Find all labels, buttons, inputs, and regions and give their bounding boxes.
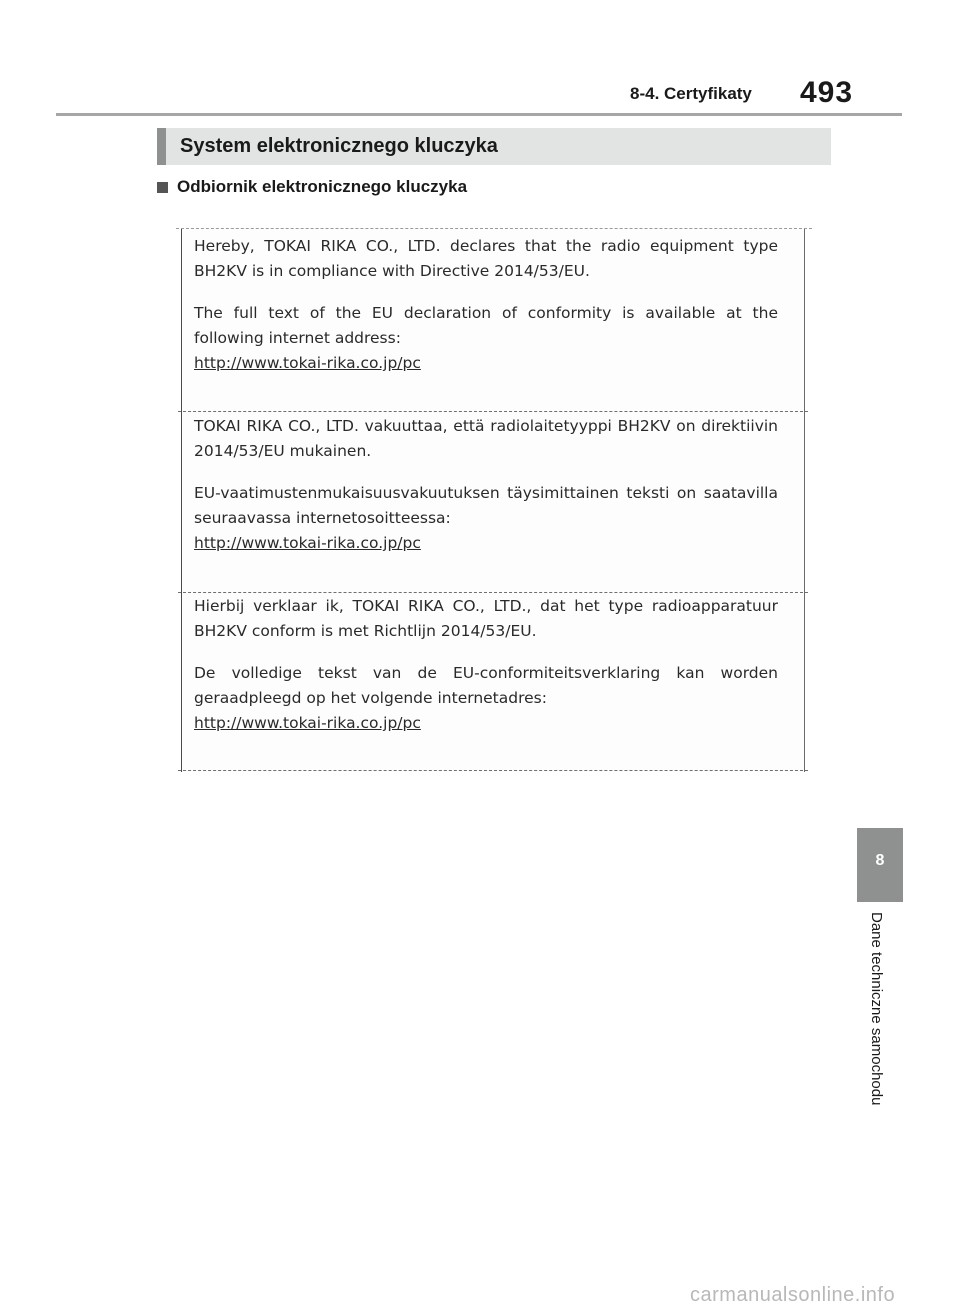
declaration-url[interactable]: http://www.tokai-rika.co.jp/pc: [194, 354, 421, 372]
subheading-text: Odbiornik elektronicznego kluczyka: [177, 177, 468, 196]
certificate-block-english: [182, 234, 804, 412]
square-bullet-icon: [157, 182, 168, 193]
declaration-text: TOKAI RIKA CO., LTD. vakuuttaa, että radiolaitetyyppi BH2KV on direktiivin 2014/53/EU mukainen.: [194, 417, 778, 460]
certificate-top-rule: [176, 228, 812, 229]
declaration-url[interactable]: http://www.tokai-rika.co.jp/pc: [194, 534, 421, 552]
certificate-block-finnish: [182, 414, 804, 590]
declaration-text: Hereby, TOKAI RIKA CO., LTD. declares that the radio equipment type BH2KV is in compliance with Directive 2014/53/EU.: [194, 237, 778, 280]
availability-text: EU-vaatimustenmukaisuusvakuutuksen täysimittainen teksti on saatavilla seuraavassa internetosoitteessa:: [194, 484, 778, 527]
declaration-url[interactable]: http://www.tokai-rika.co.jp/pc: [194, 714, 421, 732]
declaration-text: Hierbij verklaar ik, TOKAI RIKA CO., LTD., dat het type radioapparatuur BH2KV conform is met Richtlijn 2014/53/EU.: [194, 597, 778, 640]
chapter-number: 8: [875, 852, 885, 869]
section-banner-title: System elektronicznego kluczyka: [180, 135, 498, 157]
section-banner: [157, 128, 831, 165]
chapter-title: Dane techniczne samochodu: [868, 912, 885, 1106]
availability-text: The full text of the EU declaration of conformity is available at the following internet address:: [194, 304, 778, 347]
chapter-tab[interactable]: [857, 828, 903, 902]
header-rule: [56, 113, 902, 116]
page-number: 493: [800, 76, 854, 109]
section-title: 8-4. Certyfikaty: [630, 84, 752, 103]
block-divider: [178, 592, 808, 593]
subheading: [157, 177, 467, 197]
availability-text: De volledige tekst van de EU-conformiteitsverklaring kan worden geraadpleegd op het volgende internetadres:: [194, 664, 778, 707]
block-divider: [178, 770, 808, 771]
watermark-text: carmanualsonline.info: [690, 1284, 896, 1306]
certificate-image: [181, 228, 805, 772]
block-divider: [178, 411, 808, 412]
certificate-block-dutch: [182, 594, 804, 766]
